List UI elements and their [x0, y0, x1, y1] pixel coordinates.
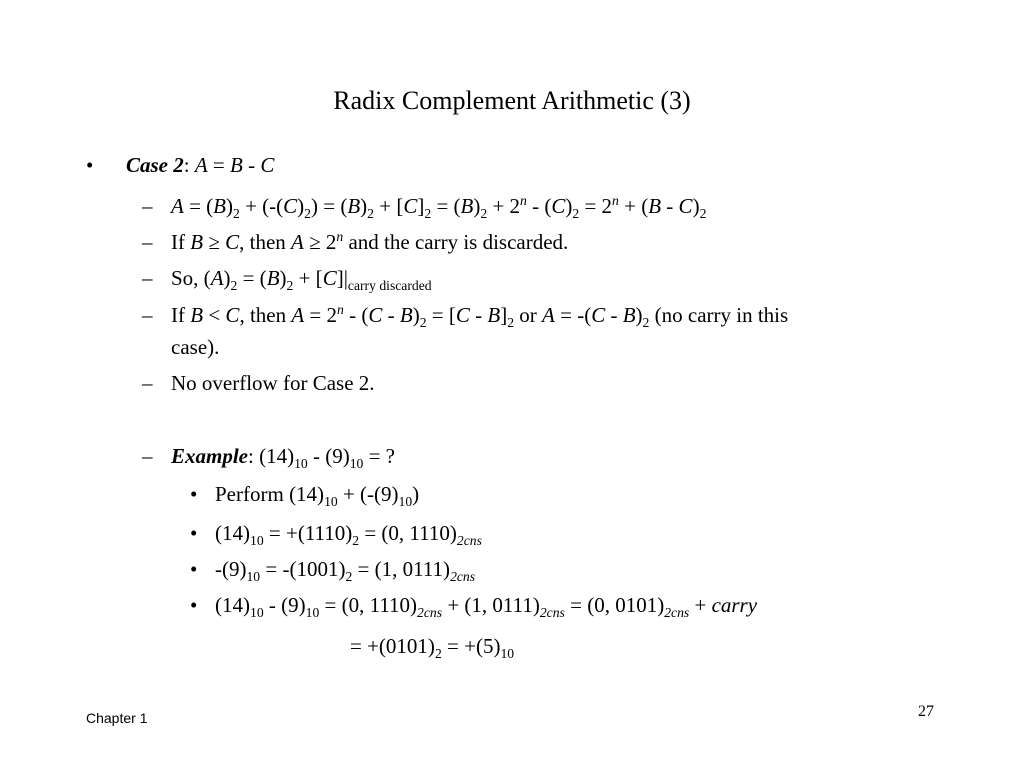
example-step-5: = $+(0101)_2 = +(5)_{10}$ — [350, 634, 515, 662]
equation-line-3: So, $(A)_2 = (B)_2 + [C]|_{carry discarded}$ — [171, 266, 432, 294]
dash-marker: – — [142, 230, 153, 254]
case-heading — [126, 152, 274, 178]
example-step-1: Perform $(14)_{10} + (-(9)_{10})$ — [215, 482, 420, 510]
bullet-marker: • — [190, 482, 198, 506]
case-label: Case 2 — [126, 153, 184, 177]
equation-line-2: If B ≥ C, then $A \ge 2^n$ and the carry is discarded. — [171, 229, 569, 254]
case-equation: A = B - C — [194, 153, 275, 177]
bullet-marker: • — [190, 557, 198, 581]
equation-line-4-continued: case). — [171, 335, 220, 359]
dash-marker: – — [142, 266, 153, 290]
bullet-marker: • — [190, 521, 198, 545]
example-heading — [171, 443, 396, 472]
dash-marker: – — [142, 444, 153, 468]
example-label: Example — [171, 444, 248, 468]
equation-line-4: If B < C, then $A = 2^n - (C - B)_2 = [C - B]_2$ or $A = -(C - B)_2$ (no carry in this — [171, 302, 789, 331]
equation-line-5: No overflow for Case 2. — [171, 371, 375, 395]
page-number: 27 — [918, 703, 934, 720]
footer-chapter: Chapter 1 — [86, 710, 148, 726]
example-step-3: $-(9)_{10} = -(1001)_2 = (1$, $0111)_{2cns}$ — [215, 557, 476, 585]
dash-marker: – — [142, 194, 153, 218]
bullet-marker: • — [86, 153, 94, 177]
dash-marker: – — [142, 371, 153, 395]
equation-line-1: $A = (B)_2 + (-(C)_2) = (B)_2 + [C]_2 = (B)_2 + 2^n - (C)_2 = 2^n + (B - C)_2$ — [171, 193, 707, 222]
example-step-2: $(14)_{10} = +(1110)_2 = (0$, $1110)_{2cns}$ — [215, 521, 482, 549]
slide-title: Radix Complement Arithmetic (3) — [333, 86, 691, 115]
bullet-marker: • — [190, 593, 198, 617]
dash-marker: – — [142, 303, 153, 327]
case-colon: : — [183, 153, 190, 177]
example-step-4: $(14)_{10} - (9)_{10} = (0$, $1110)_{2cns} + (1$, $0111)_{2cns} = (0$, $0101)_{2cns}$ + carry — [215, 593, 758, 621]
example-question: : $(14)_{10} - (9)_{10}$ = ? — [248, 444, 396, 472]
